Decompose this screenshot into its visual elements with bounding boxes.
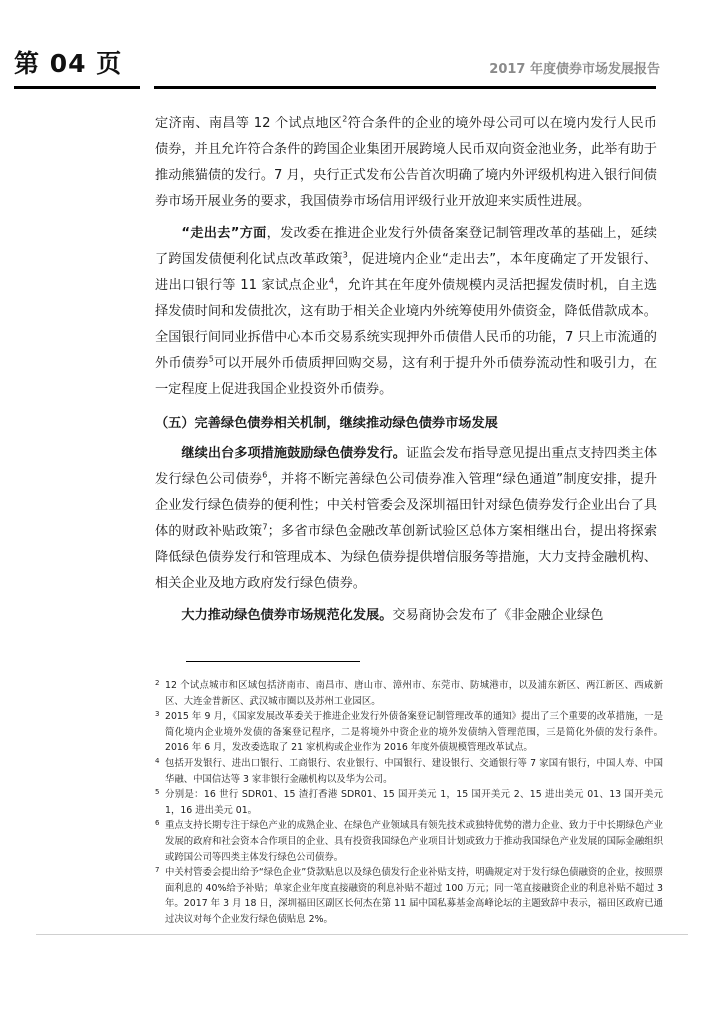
footnote-number: 7 (155, 866, 160, 875)
text-run: ，促进境内企业“走出去”，本年度确定了开发银行、进出口银行等 11 家试点企业 (155, 252, 657, 293)
footnote-ref-2[interactable]: 2 (342, 114, 348, 124)
footnote-number: 5 (155, 788, 160, 797)
text-run: 定济南、南昌等 12 个试点地区 (155, 116, 343, 131)
section-heading: （五）完善绿色债券相关机制，继续推动绿色债券市场发展 (155, 416, 498, 431)
body-content (155, 111, 657, 635)
footnote-text: 2015 年 9 月，《国家发展改革委关于推进企业发行外债备案登记制管理改革的通知》提出了三个重要的改革措施，一是简化境内企业境外发债的备案登记程序，二是将境外中资企业的境外发债纳入管理范围，三是简化外债的发行条件。2016 年 6 月，发改委选取了 21 家机构或企业作为 2016 年度外债规模管理改革试点。 (165, 711, 663, 754)
footnote-text: 分别是：16 世行 SDR01、15 渣打香港 SDR01、15 国开美元 1，15 国开美元 2、15 进出美元 01、13 国开美元 1，16 进出美元 01。 (165, 789, 663, 816)
footnote-number: 3 (155, 710, 160, 719)
footnote-6 (155, 818, 663, 865)
footnote-ref-4[interactable]: 4 (328, 276, 334, 286)
footnote-number: 6 (155, 819, 160, 828)
footnote-number: 4 (155, 756, 160, 765)
footnote-ref-6[interactable]: 6 (262, 470, 268, 480)
footnote-7 (155, 865, 663, 927)
footnote-text: 重点支持长期专注于绿色产业的成熟企业、在绿色产业领域具有领先技术或独特优势的潜力企业、致力于中长期绿色产业发展的政府和社会资本合作项目的企业、具有投资我国绿色产业项目计划或致力于推动我国绿色产业发展的国际金融组织或跨国公司等四类主体发行绿色公司债券。 (165, 820, 663, 863)
text-run: 可以开展外币债质押回购交易，这有利于提升外币债券流动性和吸引力，在一定程度上促进我国企业投资外币债券。 (155, 356, 658, 397)
paragraph-lead: 大力推动绿色债券市场规范化发展。 (181, 608, 393, 623)
footnote-separator (186, 661, 360, 662)
paragraph-1 (155, 111, 657, 215)
page-bottom-rule (36, 934, 688, 935)
text-run: 符合条件的企业的境外母公司可以在境内发行人民币债券，并且允许符合条件的跨国企业集团开展跨境人民币双向资金池业务，此举有助于推动熊猫债的发行。7 月，央行正式发布公告首次明确了境内外评级机构进入银行间债券市场开展业务的要求，我国债券市场信用评级行业开放迎来实质性进展。 (155, 116, 657, 209)
paragraph-lead: 继续出台多项措施鼓励绿色债券发行。 (181, 446, 406, 461)
text-run: ；多省市绿色金融改革创新试验区总体方案相继出台，提出将探索降低绿色债券发行和管理成本、为绿色债券提供增信服务等措施，大力支持金融机构、相关企业及地方政府发行绿色债券。 (155, 524, 658, 591)
footnote-ref-7[interactable]: 7 (262, 522, 268, 532)
header-rule-left (14, 86, 140, 89)
page-number-label: 第 04 页 (14, 49, 123, 78)
footnote-4 (155, 756, 663, 787)
paragraph-lead: “走出去”方面 (181, 226, 267, 241)
footnote-5 (155, 787, 663, 818)
text-run: ，发改委在推进企业发行外债备案登记制管理改革的基础上，延续了跨国发债便利化试点改革政策 (155, 226, 657, 267)
footnote-number: 2 (155, 679, 160, 687)
header-rule-right (154, 86, 656, 89)
report-title: 2017 年度债券市场发展报告 (489, 62, 660, 77)
footnote-2 (155, 678, 663, 709)
footnote-ref-5[interactable]: 5 (208, 354, 214, 364)
paragraph-2 (155, 221, 657, 403)
text-run: 证监会发布指导意见提出重点支持四类主体发行绿色公司债券 (155, 446, 658, 487)
footnote-text: 中关村管委会提出给予“绿色企业”贷款贴息以及绿色债发行企业补贴支持，明确规定对于发行绿色债融资的企业，按照票面利息的 40%给予补贴；单家企业年度直接融资的利息补贴不超过 100 万元；同一笔直接融资企业的利息补贴不超过 3 年。2017 年 3 月 18 日，深圳福田区副区长何杰在第 11 届中国私募基金高峰论坛的主题致辞中表示，福田区政府已通过决议对每个企业发行绿色债贴息 2%。 (165, 867, 663, 925)
text-run: ，允许其在年度外债规模内灵活把握发债时机，自主选择发债时间和发债批次，这有助于相关企业境内外统筹使用外债资金，降低借款成本。全国银行间同业拆借中心本币交易系统实现押外币债借人民币的功能，7 只上市流通的外币债券 (155, 278, 658, 371)
paragraph-4 (155, 603, 657, 629)
footnote-text: 12 个试点城市和区域包括济南市、南昌市、唐山市、漳州市、东莞市、防城港市，以及浦东新区、两江新区、西咸新区、大连金普新区、武汉城市圈以及苏州工业园区。 (165, 680, 663, 707)
footnote-ref-3[interactable]: 3 (342, 250, 348, 260)
footnotes (155, 678, 663, 928)
paragraph-3 (155, 441, 657, 597)
text-run: ，并将不断完善绿色公司债券准入管理“绿色通道”制度安排，提升企业发行绿色债券的便利性；中关村管委会及深圳福田针对绿色债券发行企业出台了具体的财政补贴政策 (155, 472, 658, 539)
footnote-3 (155, 709, 663, 756)
footnote-text: 包括开发银行、进出口银行、工商银行、农业银行、中国银行、建设银行、交通银行等 7 家国有银行，中国人寿、中国华融、中国信达等 3 家非银行金融机构以及华为公司。 (165, 757, 663, 785)
text-run: 交易商协会发布了《非金融企业绿色 (392, 608, 604, 623)
